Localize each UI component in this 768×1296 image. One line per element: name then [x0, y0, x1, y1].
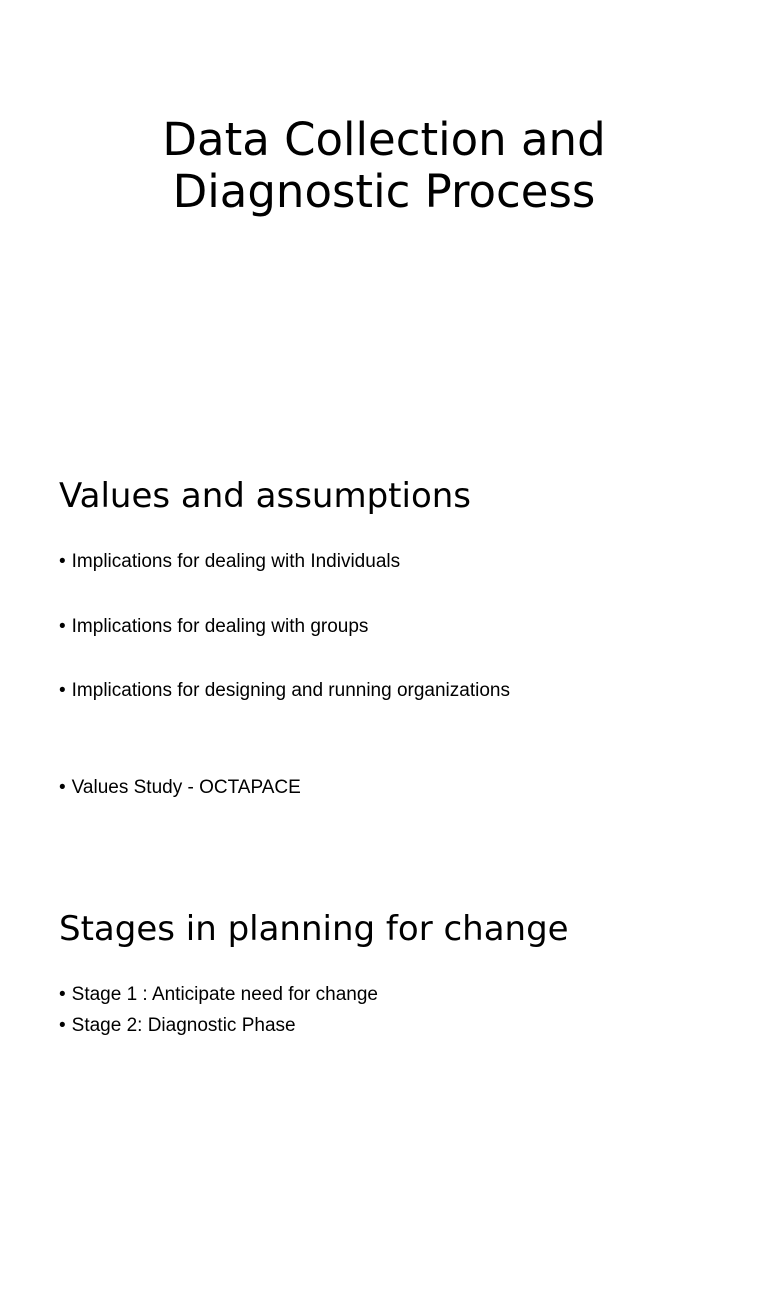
slide-values: [0, 432, 768, 864]
bullet-item: • Implications for dealing with Individuals: [59, 550, 400, 574]
stages-heading: Stages in planning for change: [59, 909, 569, 949]
bullet-item: • Stage 2: Diagnostic Phase: [59, 1014, 296, 1038]
slide-title: [0, 0, 768, 432]
bullet-item: • Values Study - OCTAPACE: [59, 776, 301, 800]
page-title: [0, 114, 768, 218]
bullet-item: • Stage 1 : Anticipate need for change: [59, 983, 378, 1007]
bullet-item: • Implications for dealing with groups: [59, 615, 368, 639]
values-heading: Values and assumptions: [59, 476, 472, 516]
bullet-item: • Implications for designing and running organizations: [59, 679, 510, 703]
title-line-1: Data Collection and: [162, 113, 606, 166]
slide-stages: [0, 864, 768, 1296]
title-line-2: Diagnostic Process: [172, 165, 596, 218]
